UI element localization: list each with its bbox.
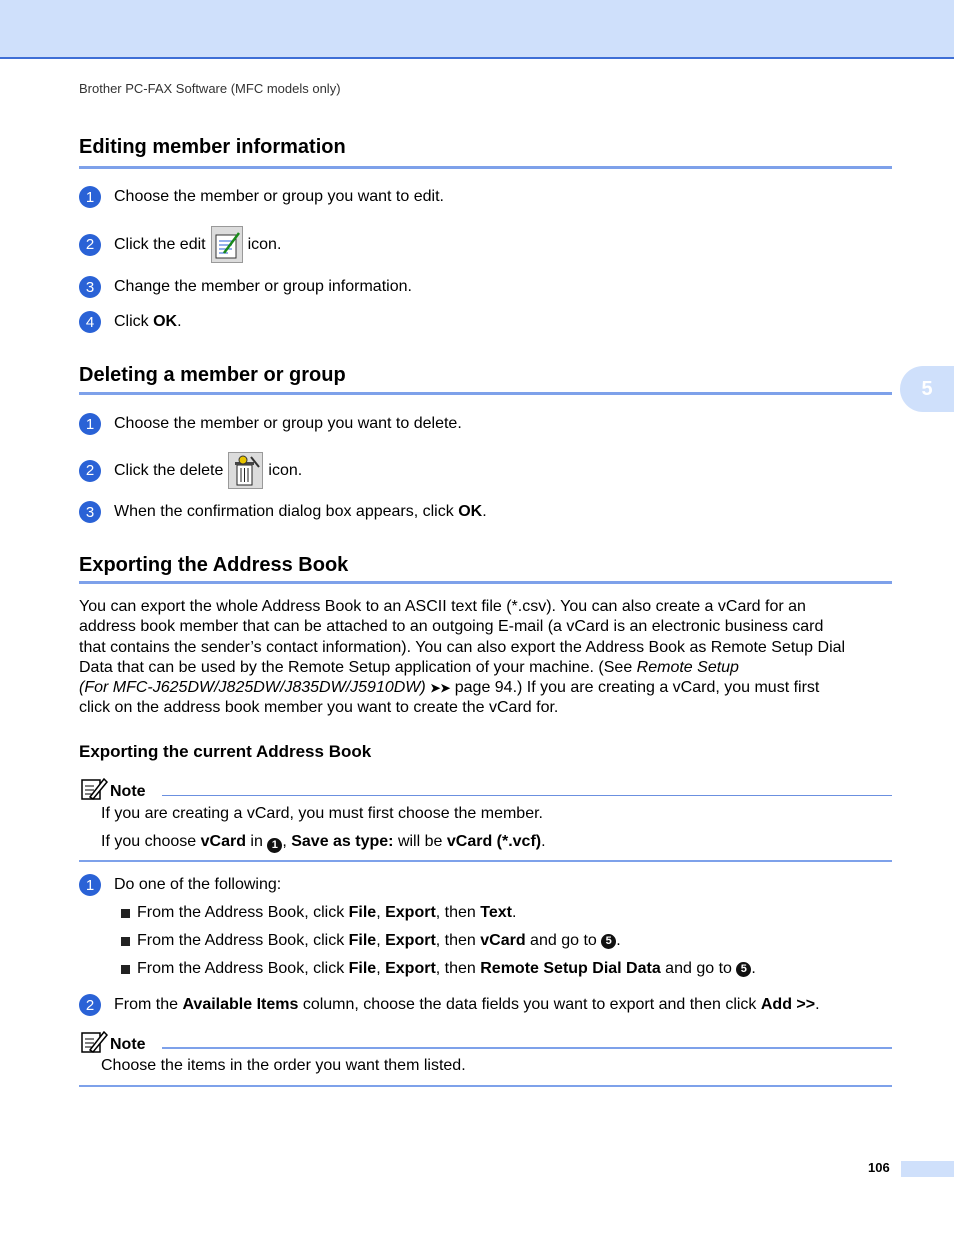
bullet-text: , <box>376 932 386 949</box>
bullet-text: . <box>616 932 621 949</box>
bullet-bold: File <box>348 932 377 949</box>
step <box>79 874 281 896</box>
bullet-bold: File <box>348 960 377 977</box>
bullet-bold: Export <box>385 932 436 949</box>
bullet-text: . <box>751 960 756 977</box>
note-header <box>80 777 146 801</box>
note-label: Note <box>110 1036 146 1053</box>
bullet-square-icon <box>121 965 130 974</box>
step <box>79 276 412 298</box>
step-text: Click the delete <box>114 461 224 479</box>
cross-reference-link[interactable]: Remote Setup <box>636 658 739 676</box>
bullet-text: . <box>511 904 517 921</box>
note-fragment: in <box>245 833 268 850</box>
paragraph-line: click on the address book member you want to create the vCard for. <box>79 699 559 717</box>
note-pencil-icon <box>80 777 108 801</box>
step-text: When the confirmation dialog box appears, click <box>114 503 459 520</box>
step-text: Do one of the following: <box>114 876 282 893</box>
step-number: 2 <box>79 460 101 482</box>
step-text: . <box>177 313 182 330</box>
bullet-text: From the Address Book, click <box>137 960 349 977</box>
note-end-rule <box>79 860 892 862</box>
paragraph-line <box>79 658 892 678</box>
step-number: 2 <box>79 234 101 256</box>
trash-delete-icon <box>228 452 263 489</box>
bullet-text: From the Address Book, click <box>137 932 349 949</box>
paragraph-text: page 94.) If you are creating a vCard, you must first <box>450 679 820 697</box>
bullet-text: , then <box>435 960 481 977</box>
note-fragment: , <box>282 833 292 850</box>
bullet-square-icon <box>121 937 130 946</box>
note-text: If you are creating a vCard, you must first choose the member. <box>101 805 543 822</box>
header-band <box>0 0 954 59</box>
double-arrow-icon: ➤➤ <box>430 681 451 696</box>
step-text: column, choose the data fields you want to export and then click <box>298 996 761 1013</box>
bullet-square-icon <box>121 909 130 918</box>
step <box>79 452 302 489</box>
step-text: . <box>815 996 820 1013</box>
bullet-bold: Text <box>480 904 512 921</box>
bullet-text: , <box>376 904 386 921</box>
step <box>79 186 444 208</box>
note-divider <box>162 1047 892 1049</box>
section-rule <box>79 581 892 584</box>
note-end-rule <box>79 1085 892 1087</box>
bullet-item <box>121 960 756 978</box>
section-title-exporting: Exporting the Address Book <box>79 554 349 576</box>
note-text: Choose the items in the order you want them listed. <box>101 1057 466 1074</box>
note-text <box>101 833 546 853</box>
step-number: 4 <box>79 311 101 333</box>
step-text-bold: Available Items <box>182 996 299 1013</box>
paragraph-line: address book member that can be attached to an outgoing E-mail (a vCard is an electronic business card <box>79 618 824 636</box>
step-reference-badge: 1 <box>267 838 282 853</box>
step-number: 3 <box>79 501 101 523</box>
note-label: Note <box>110 783 146 800</box>
section-title-deleting: Deleting a member or group <box>79 364 346 386</box>
paragraph-line <box>79 678 892 698</box>
bullet-item <box>121 904 516 922</box>
bullet-text: From the Address Book, click <box>137 904 349 921</box>
body-paragraph <box>79 597 892 719</box>
note-fragment: . <box>541 833 546 850</box>
bullet-text: and go to <box>660 960 737 977</box>
step <box>79 311 182 333</box>
step-text: Choose the member or group you want to delete. <box>114 415 462 432</box>
paragraph-line: that contains the sender’s contact information). You can also export the Address Book as Remote Setup Dial <box>79 638 846 656</box>
bullet-text: , <box>376 960 386 977</box>
step-number: 1 <box>79 186 101 208</box>
note-divider <box>162 795 892 796</box>
bullet-bold: Export <box>385 904 436 921</box>
paragraph-line: You can export the whole Address Book to an ASCII text file (*.csv). You can also create a vCard for an <box>79 598 806 615</box>
step-reference-badge: 5 <box>601 934 616 949</box>
step <box>79 413 462 435</box>
step-text-bold: OK <box>153 313 178 330</box>
step-number: 2 <box>79 994 101 1016</box>
paragraph-text: Data that can be used by the Remote Setup application of your machine. (See <box>79 658 637 676</box>
step <box>79 501 487 523</box>
note-header <box>80 1030 146 1054</box>
note-bold: vCard (*.vcf) <box>446 833 542 850</box>
cross-reference-link[interactable]: (For MFC-J625DW/J825DW/J835DW/J5910DW) <box>79 679 426 697</box>
step <box>79 994 820 1016</box>
step-text-bold: OK <box>458 503 483 520</box>
step-reference-badge: 5 <box>736 962 751 977</box>
note-pencil-icon <box>80 1030 108 1054</box>
step-number: 1 <box>79 874 101 896</box>
bullet-bold: Remote Setup Dial Data <box>480 960 661 977</box>
section-rule <box>79 392 892 395</box>
note-fragment: If you choose <box>101 833 201 850</box>
subsection-title: Exporting the current Address Book <box>79 742 372 761</box>
step-text: Click <box>114 313 154 330</box>
note-bold: vCard <box>200 833 246 850</box>
step-text: Change the member or group information. <box>114 278 412 295</box>
step-text: icon. <box>247 235 282 253</box>
bullet-text: , then <box>435 904 481 921</box>
section-rule <box>79 166 892 169</box>
step-text: . <box>482 503 487 520</box>
bullet-bold: File <box>348 904 377 921</box>
edit-icon <box>211 226 243 263</box>
bullet-item <box>121 932 621 950</box>
running-header: Brother PC-FAX Software (MFC models only) <box>79 81 341 96</box>
note-fragment: will be <box>393 833 447 850</box>
step-text: icon. <box>268 461 303 479</box>
page-number: 106 <box>868 1160 890 1175</box>
bullet-text: and go to <box>525 932 602 949</box>
step-text: From the <box>114 996 183 1013</box>
step-number: 1 <box>79 413 101 435</box>
section-title-editing: Editing member information <box>79 136 346 158</box>
step-number: 3 <box>79 276 101 298</box>
page-number-bar <box>901 1161 954 1177</box>
bullet-bold: vCard <box>480 932 526 949</box>
step-text-bold: Add >> <box>760 996 816 1013</box>
chapter-tab: 5 <box>900 366 954 412</box>
step <box>79 226 281 263</box>
step-text: Click the edit <box>114 235 206 253</box>
bullet-bold: Export <box>385 960 436 977</box>
bullet-text: , then <box>435 932 481 949</box>
note-bold: Save as type: <box>291 833 394 850</box>
step-text: Choose the member or group you want to edit. <box>114 188 444 205</box>
